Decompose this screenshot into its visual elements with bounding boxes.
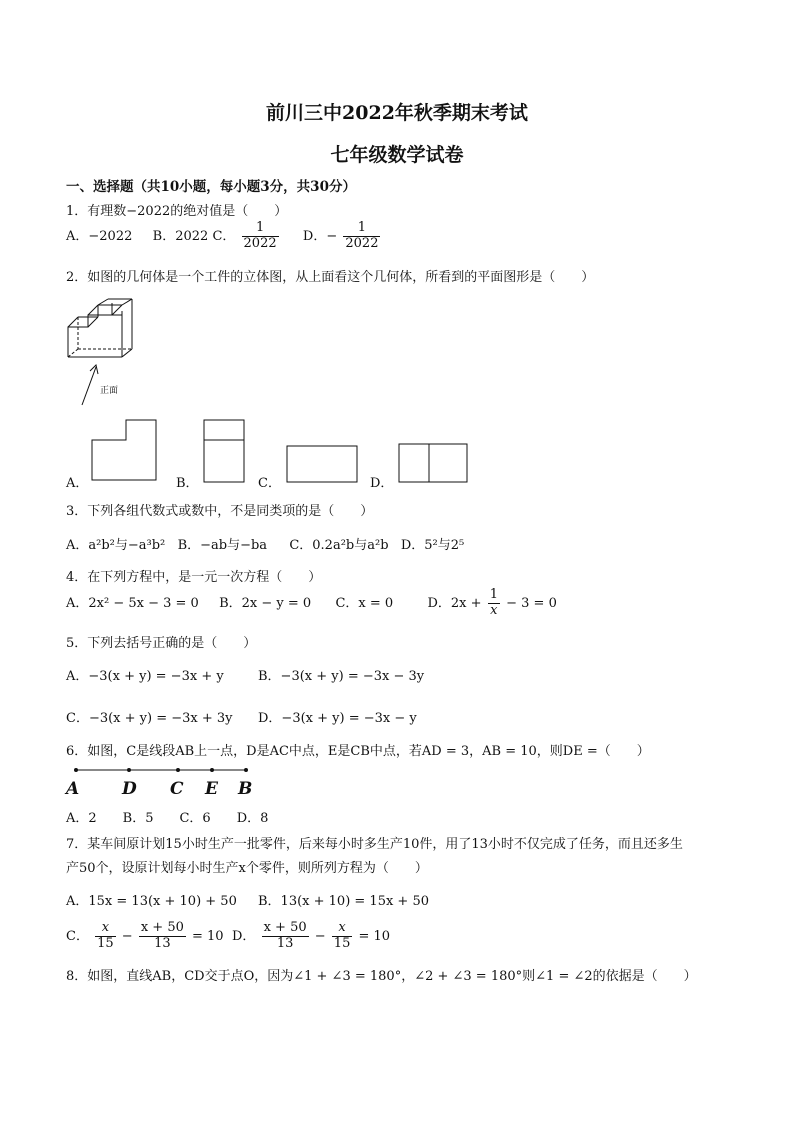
question-4-stem: 4．在下列方程中，是一元一次方程（ ）: [66, 570, 322, 585]
q5-option-d: D．−3(x + y) = −3x − y: [258, 711, 417, 726]
point-label-b: B: [238, 779, 253, 798]
q4-option-b: B．2x − y = 0: [219, 595, 312, 611]
q4-option-d-rest: − 3 = 0: [506, 595, 557, 611]
q2-option-d-figure: [397, 442, 469, 484]
q3-option-c: C．0.2a²b与a²b: [289, 538, 389, 553]
q5-option-b: B．−3(x + y) = −3x − 3y: [258, 669, 425, 684]
question-1-options: [66, 221, 382, 252]
q3-option-b: B．−ab与−ba: [177, 538, 268, 553]
question-1-stem: 1．有理数−2022的绝对值是（ ）: [66, 204, 288, 219]
front-label: 正面: [100, 386, 119, 396]
q5-option-c: C．−3(x + y) = −3x + 3y: [66, 711, 233, 726]
q7-c-fraction-1: $\frac{x}{15}$: [97, 920, 114, 951]
point-label-a: A: [66, 779, 80, 798]
question-7-stem-line1: 7．某车间原计划15小时生产一批零件，后来每小时多生产10件，用了13小时不仅完成了任务，而且还多生: [66, 837, 683, 852]
question-3-stem: 3．下列各组代数式或数中，不是同类项的是（ ）: [66, 504, 374, 519]
q1-option-b: B．2022: [152, 228, 209, 244]
exam-title: 前川三中2022年秋季期末考试: [266, 102, 528, 124]
q4-option-a: A．2x² − 5x − 3 = 0: [66, 595, 199, 611]
segment-diagram: [62, 762, 262, 798]
point-label-d: D: [122, 779, 137, 798]
question-6-stem: 6．如图，C是线段AB上一点，D是AC中点，E是CB中点，若AD = 3，AB = 10，则DE =（ ）: [66, 744, 650, 759]
q1-option-c-fraction: $\frac{1}{2022}$: [243, 220, 277, 251]
question-8-stem: 8．如图，直线AB，CD交于点O，因为∠1 + ∠3 = 180°，∠2 + ∠3 = 180°则∠1 = ∠2的依据是（ ）: [66, 969, 697, 984]
q4-option-c: C．x = 0: [335, 595, 394, 611]
question-2-stem: 2．如图的几何体是一个工件的立体图，从上面看这个几何体，所看到的平面图形是（ ）: [66, 270, 595, 285]
q1-option-d-fraction: $\frac{1}{2022}$: [345, 220, 379, 251]
exam-subtitle: 七年级数学试卷: [330, 144, 464, 166]
q2-option-a-figure: [90, 418, 160, 482]
q2-option-c: C．: [258, 476, 281, 491]
q3-option-d: D．5²与2⁵: [400, 538, 465, 553]
q4-option-d: D．2x +: [427, 595, 482, 611]
q1-option-c: C．: [212, 228, 236, 244]
q2-option-c-figure: [285, 444, 359, 484]
q2-option-b: B．: [176, 476, 199, 491]
q7-d-fraction-2: $\frac{x}{15}$: [333, 920, 351, 951]
question-6-options: A．2 B．5 C．6 D．8: [66, 811, 269, 826]
q2-option-b-figure: [202, 418, 246, 484]
question-5-stem: 5．下列去括号正确的是（ ）: [66, 636, 257, 651]
point-label-c: C: [170, 779, 184, 798]
q4-option-d-fraction: $\frac{1}{x}$: [489, 587, 498, 618]
question-3-options: [66, 534, 464, 553]
q7-d-fraction-1: $\frac{x + 50}{13}$: [263, 920, 307, 951]
q5-option-a: A．−3(x + y) = −3x + y: [66, 669, 224, 684]
question-7-stem-line2: 产50个，设原计划每小时生产x个零件，则所列方程为（ ）: [66, 861, 428, 876]
section-heading: 一、选择题（共10小题，每小题3分，共30分）: [66, 179, 356, 195]
solid-figure-diagram: [60, 295, 170, 410]
point-label-e: E: [205, 779, 218, 798]
q3-option-a: A．a²b²与−a³b²: [66, 538, 166, 553]
q1-option-a: A．−2022: [66, 228, 133, 244]
q2-option-d: D．: [370, 476, 394, 491]
q7-option-c: C． $\frac{x}{15}$ − $\frac{x + 50}{13}$ = 10: [66, 920, 224, 951]
q7-option-a: A．15x = 13(x + 10) + 50: [66, 894, 237, 909]
q2-option-a: A．: [66, 476, 89, 491]
q7-c-fraction-2: $\frac{x + 50}{13}$: [140, 920, 184, 951]
question-4-options: [66, 588, 557, 619]
q1-option-d: D．−: [302, 228, 338, 244]
q7-option-b: B．13(x + 10) = 15x + 50: [258, 894, 429, 909]
q7-option-d: D． $\frac{x + 50}{13}$ − $\frac{x}{15}$ = 10: [232, 920, 391, 951]
